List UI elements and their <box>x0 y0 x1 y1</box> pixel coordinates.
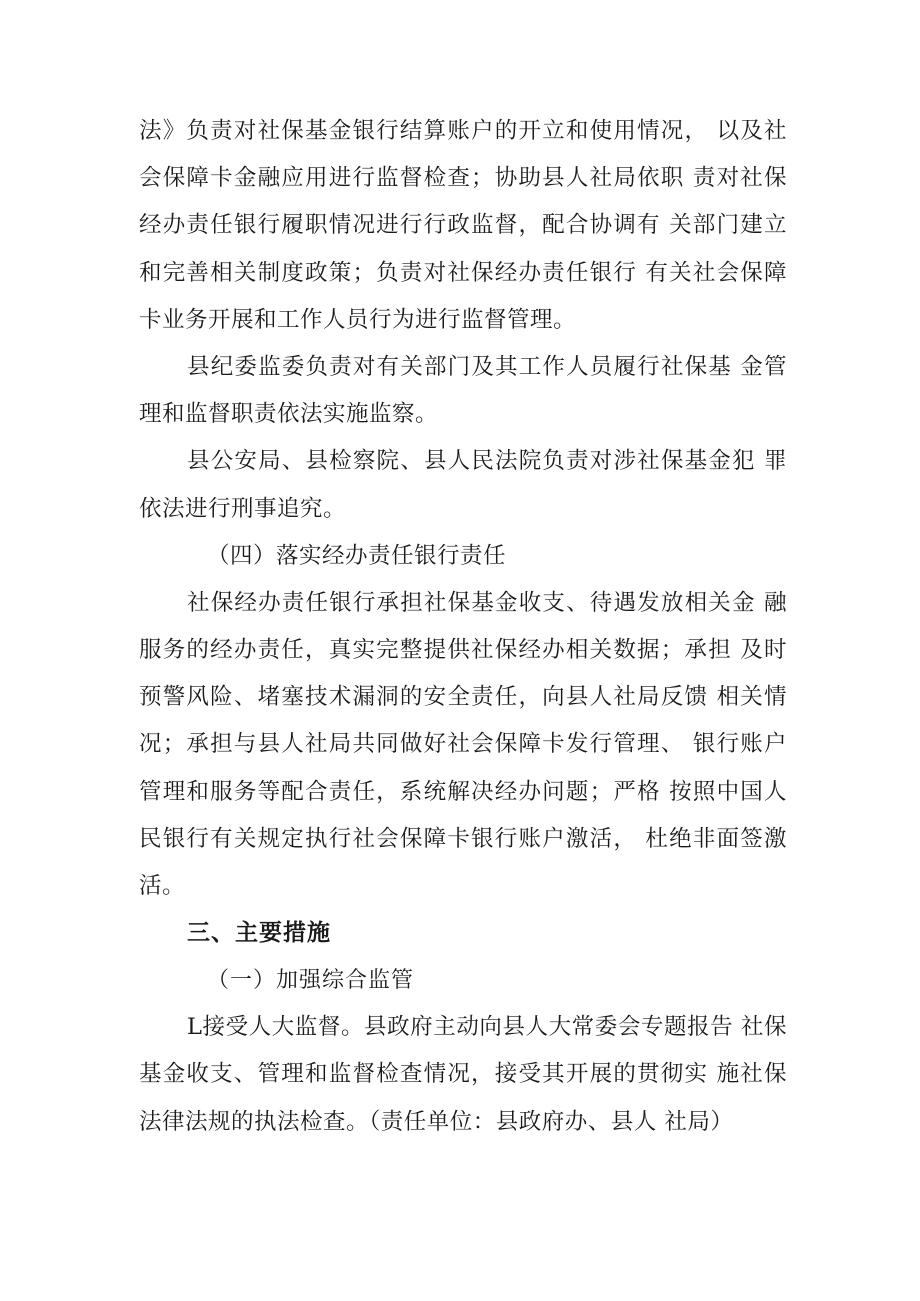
text-line: 和完善相关制度政策；负责对社保经办责任银行 有关社会保障 <box>139 259 787 286</box>
paragraph-npc-supervision <box>139 1004 787 1146</box>
text-line: 管理和服务等配合责任，系统解决经办问题；严格 按照中国人 <box>139 778 787 805</box>
text-line: 法》负责对社保基金银行结算账户的开立和使用情况， 以及社 <box>139 118 787 144</box>
paragraph-discipline-commission <box>139 344 787 438</box>
subheading-comprehensive-supervision: （一）加强综合监管 <box>207 968 415 994</box>
text-line: 况；承担与县人社局共同做好社会保障卡发行管理、 银行账户 <box>139 731 787 758</box>
text-line: 社保经办责任银行承担社保基金收支、待遇发放相关金 融 <box>187 589 787 616</box>
text-line: 活。 <box>139 873 186 899</box>
paragraph-bank-duties <box>139 580 787 910</box>
text-line: L接受人大监督。县政府主动向县人大常委会专题报告 社保 <box>187 1014 787 1041</box>
text-line: 法律法规的执法检查。（责任单位：县政府办、县人 社局） <box>139 1108 734 1135</box>
heading-main-measures: 三、主要措施 <box>187 920 331 947</box>
text-line: 基金收支、管理和监督检查情况，接受其开展的贯彻实 施社保 <box>139 1061 787 1088</box>
text-line: 依法进行刑事追究。 <box>139 495 347 522</box>
paragraph-judicial-organs <box>139 438 787 532</box>
text-line: 民银行有关规定执行社会保障卡银行账户激活， 杜绝非面签激 <box>139 825 787 852</box>
paragraph-supervision-duties <box>139 108 787 344</box>
text-line: 卡业务开展和工作人员行为进行监督管理。 <box>139 306 577 333</box>
text-line: 县纪委监委负责对有关部门及其工作人员履行社保基 金管 <box>187 353 787 380</box>
text-line: 理和监督职责依法实施监察。 <box>139 401 439 428</box>
text-line: 会保障卡金融应用进行监督检查；协助县人社局依职 责对社保 <box>139 165 787 192</box>
text-line: 县公安局、县检察院、县人民法院负责对涉社保基金犯 罪 <box>187 448 787 475</box>
section-title-bank-responsibility: （四）落实经办责任银行责任 <box>207 542 507 569</box>
text-line: 经办责任银行履职情况进行行政监督，配合协调有 关部门建立 <box>139 212 787 239</box>
text-line: 服务的经办责任，真实完整提供社保经办相关数据；承担 及时 <box>139 637 787 664</box>
document-page <box>139 108 787 1146</box>
text-line: 预警风险、堵塞技术漏洞的安全责任，向县人社局反馈 相关情 <box>139 684 787 711</box>
